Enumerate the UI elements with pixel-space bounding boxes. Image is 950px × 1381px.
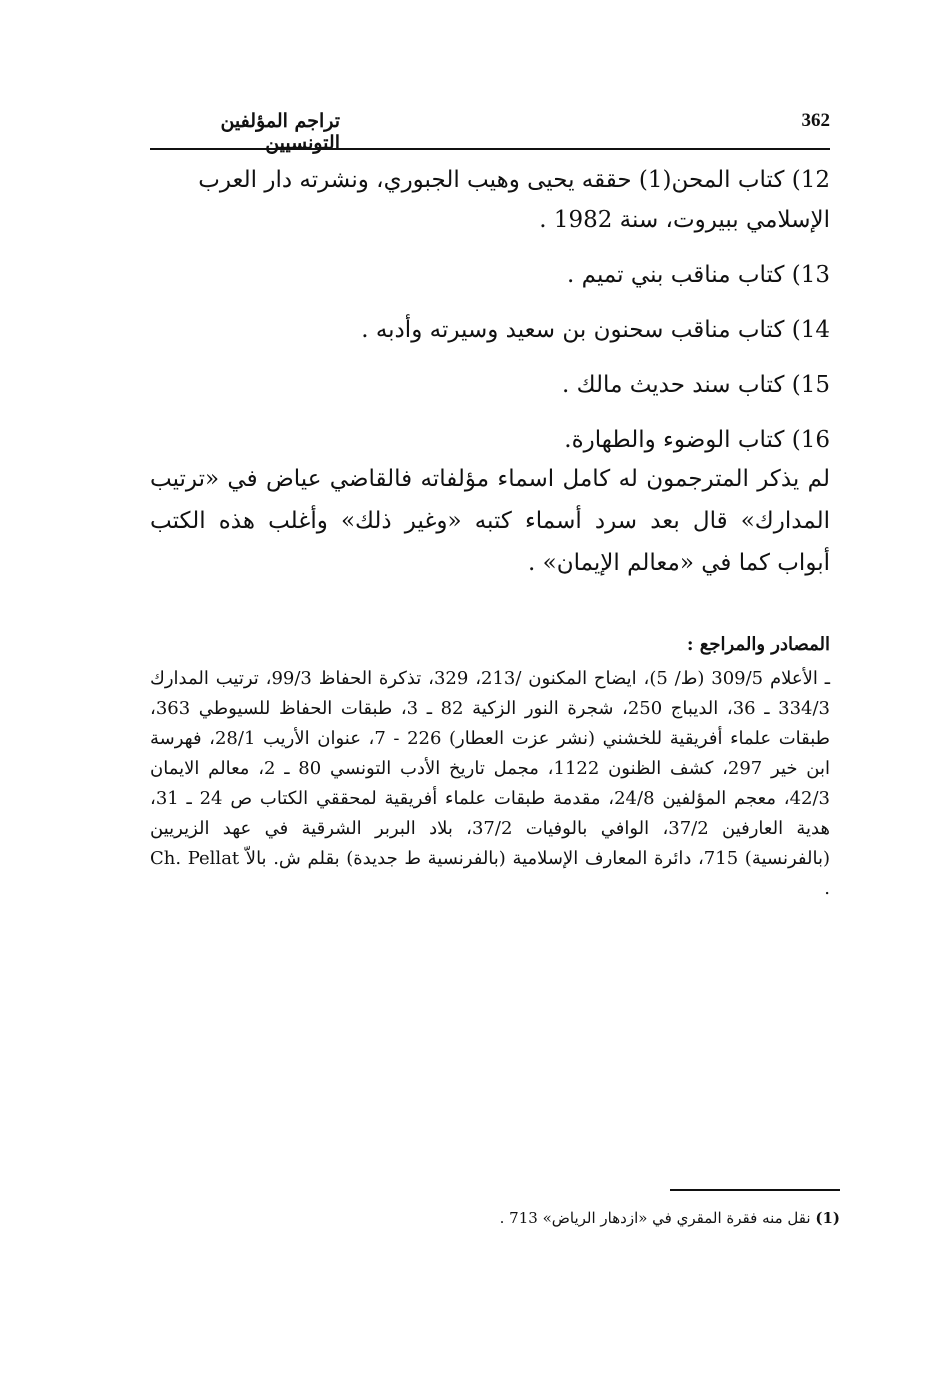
list-item: 12) كتاب المحن(1) حققه يحيى وهيب الجبوري، ونشرته دار العرب الإسلامي ببيروت، سنة 1982 . [198,167,830,233]
header-divider [150,148,830,150]
list-item: 13) كتاب مناقب بني تميم . [567,262,830,288]
footnote-divider [670,1189,840,1191]
footnote [400,1206,840,1230]
sources-section [150,630,830,904]
sources-heading: المصادر والمراجع : [686,634,830,655]
list-item: 16) كتاب الوضوء والطهارة. [564,427,830,453]
footnote-marker: (1) [815,1209,840,1227]
sources-text: ـ الأعلام 309/5 (ط/ 5)، ايضاح المكنون /213، 329، تذكرة الحفاظ 99/3، ترتيب المدارك 334/3 ـ 36، الديباج 250، شجرة النور الزكية 82 ـ 3، طبقات الحفاظ للسيوطي 363، طبقات علماء أفريقية للخشني (نشر عزت العطار) 226 - 7، عنوان الأريب 28/1، فهرسة ابن خير 297، كشف الظنون 1122، مجمل تاريخ الأدب التونسي 80 ـ 2، معالم الايمان 42/3، معجم المؤلفين 24/8، مقدمة طبقات علماء أفريقية لمحققي الكتاب ص 24 ـ 31، هدية العارفين 37/2، الوافي بالوفيات 37/2، بلاد البربر الشرقية في عهد الزيريين (بالفرنسية) 715، دائرة المعارف الإسلامية (بالفرنسية ط جديدة) بقلم ش. بالاّ Ch. Pellat . [150,668,831,899]
running-header-title: تراجم المؤلفين التونسيين [220,110,340,154]
footnote-text: نقل منه فقرة المقري في «ازدهار الرياض» 713 . [499,1209,811,1227]
page-number: 362 [801,110,830,131]
book-list [150,160,830,475]
list-item: 15) كتاب سند حديث مالك . [562,372,830,398]
list-item: 14) كتاب مناقب سحنون بن سعيد وسيرته وأدبه . [361,317,830,343]
body-paragraph: لم يذكر المترجمون له كامل اسماء مؤلفاته فالقاضي عياض في «ترتيب المدارك» قال بعد سرد أسماء كتبه «وغير ذلك» وأغلب هذه الكتب أبواب كما في «معالم الإيمان» . [150,466,830,576]
